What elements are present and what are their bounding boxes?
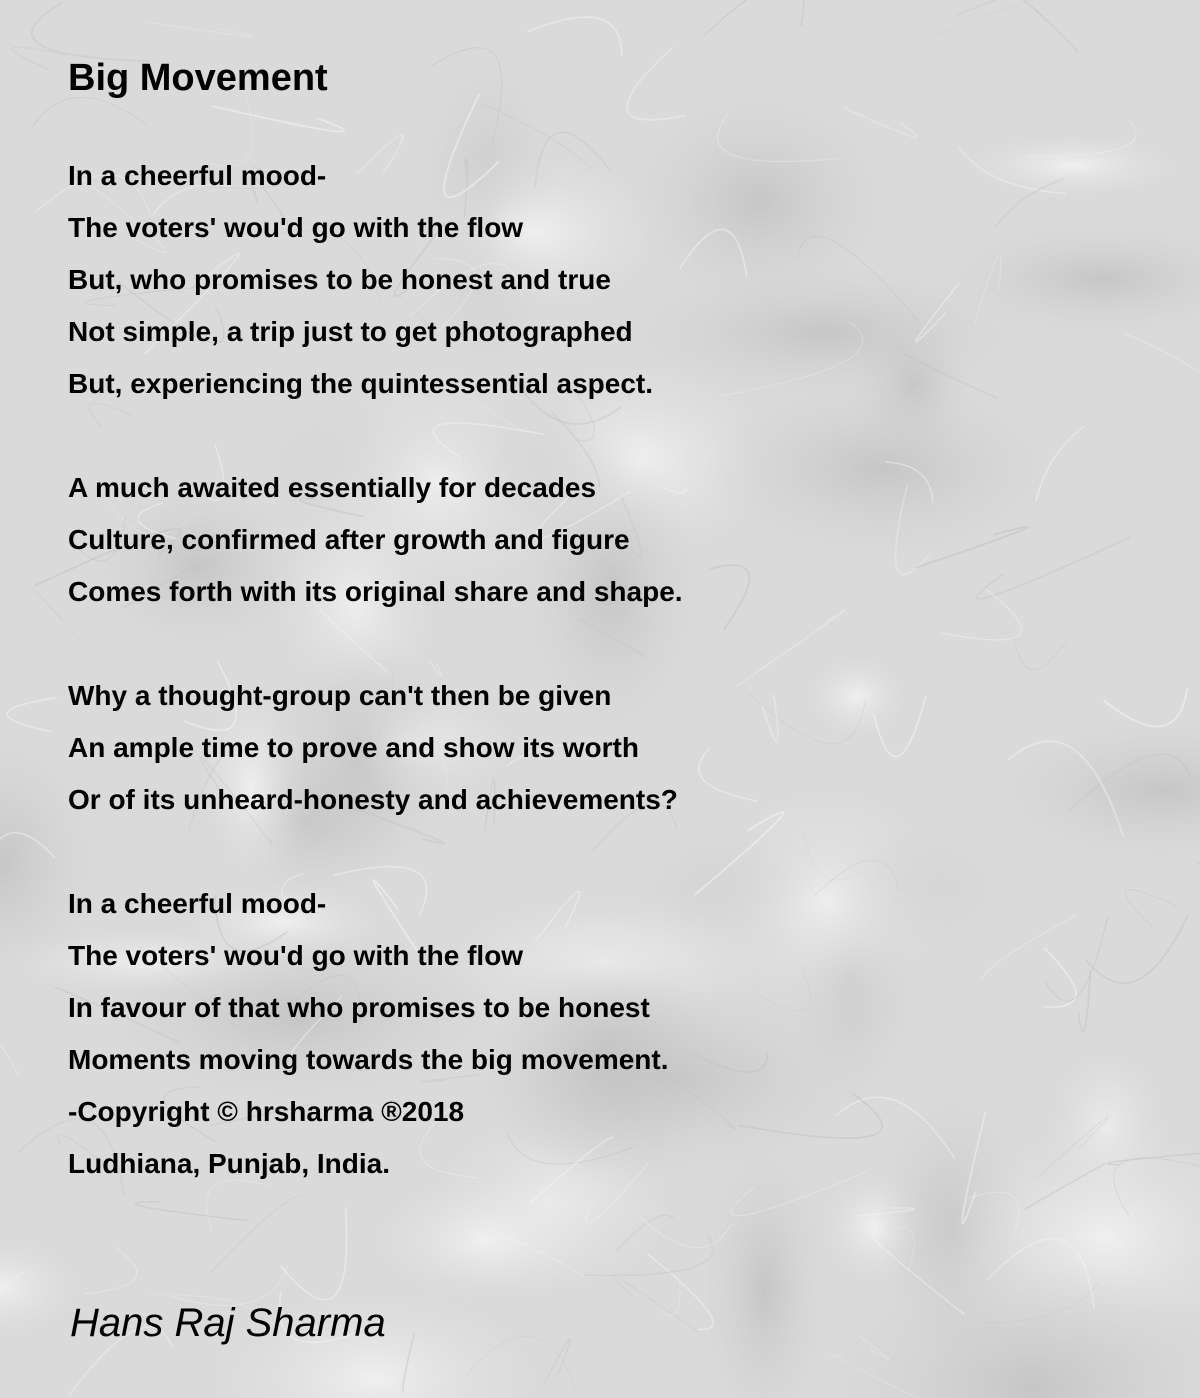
poem-line: An ample time to prove and show its worth [68, 732, 639, 763]
poem-line: Comes forth with its original share and shape. [68, 576, 683, 607]
poem-line: In favour of that who promises to be honest [68, 992, 650, 1023]
background-panel-bottom [0, 1194, 1200, 1398]
poem-line: The voters' wou'd go with the flow [68, 212, 524, 243]
poem-line: Ludhiana, Punjab, India. [68, 1148, 391, 1179]
stanza-break [68, 410, 683, 462]
author-name: Hans Raj Sharma [70, 1301, 386, 1345]
poem-line: But, experiencing the quintessential aspect. [68, 368, 654, 399]
poem-line: Why a thought-group can't then be given [68, 680, 612, 711]
poem-body [68, 150, 683, 1190]
stanza-break [68, 826, 683, 878]
poem-title: Big Movement [68, 57, 328, 99]
poem-line: The voters' wou'd go with the flow [68, 940, 524, 971]
poem-line: Moments moving towards the big movement. [68, 1044, 669, 1075]
poem-line: In a cheerful mood- [68, 888, 327, 919]
poem-line: Or of its unheard-honesty and achievements? [68, 784, 678, 815]
poem-line: -Copyright © hrsharma ®2018 [68, 1096, 465, 1127]
poem-line: But, who promises to be honest and true [68, 264, 611, 295]
stanza-break [68, 618, 683, 670]
poem-line: Culture, confirmed after growth and figure [68, 524, 630, 555]
poem-line: A much awaited essentially for decades [68, 472, 597, 503]
poem-line: Not simple, a trip just to get photographed [68, 316, 633, 347]
poem-line: In a cheerful mood- [68, 160, 327, 191]
